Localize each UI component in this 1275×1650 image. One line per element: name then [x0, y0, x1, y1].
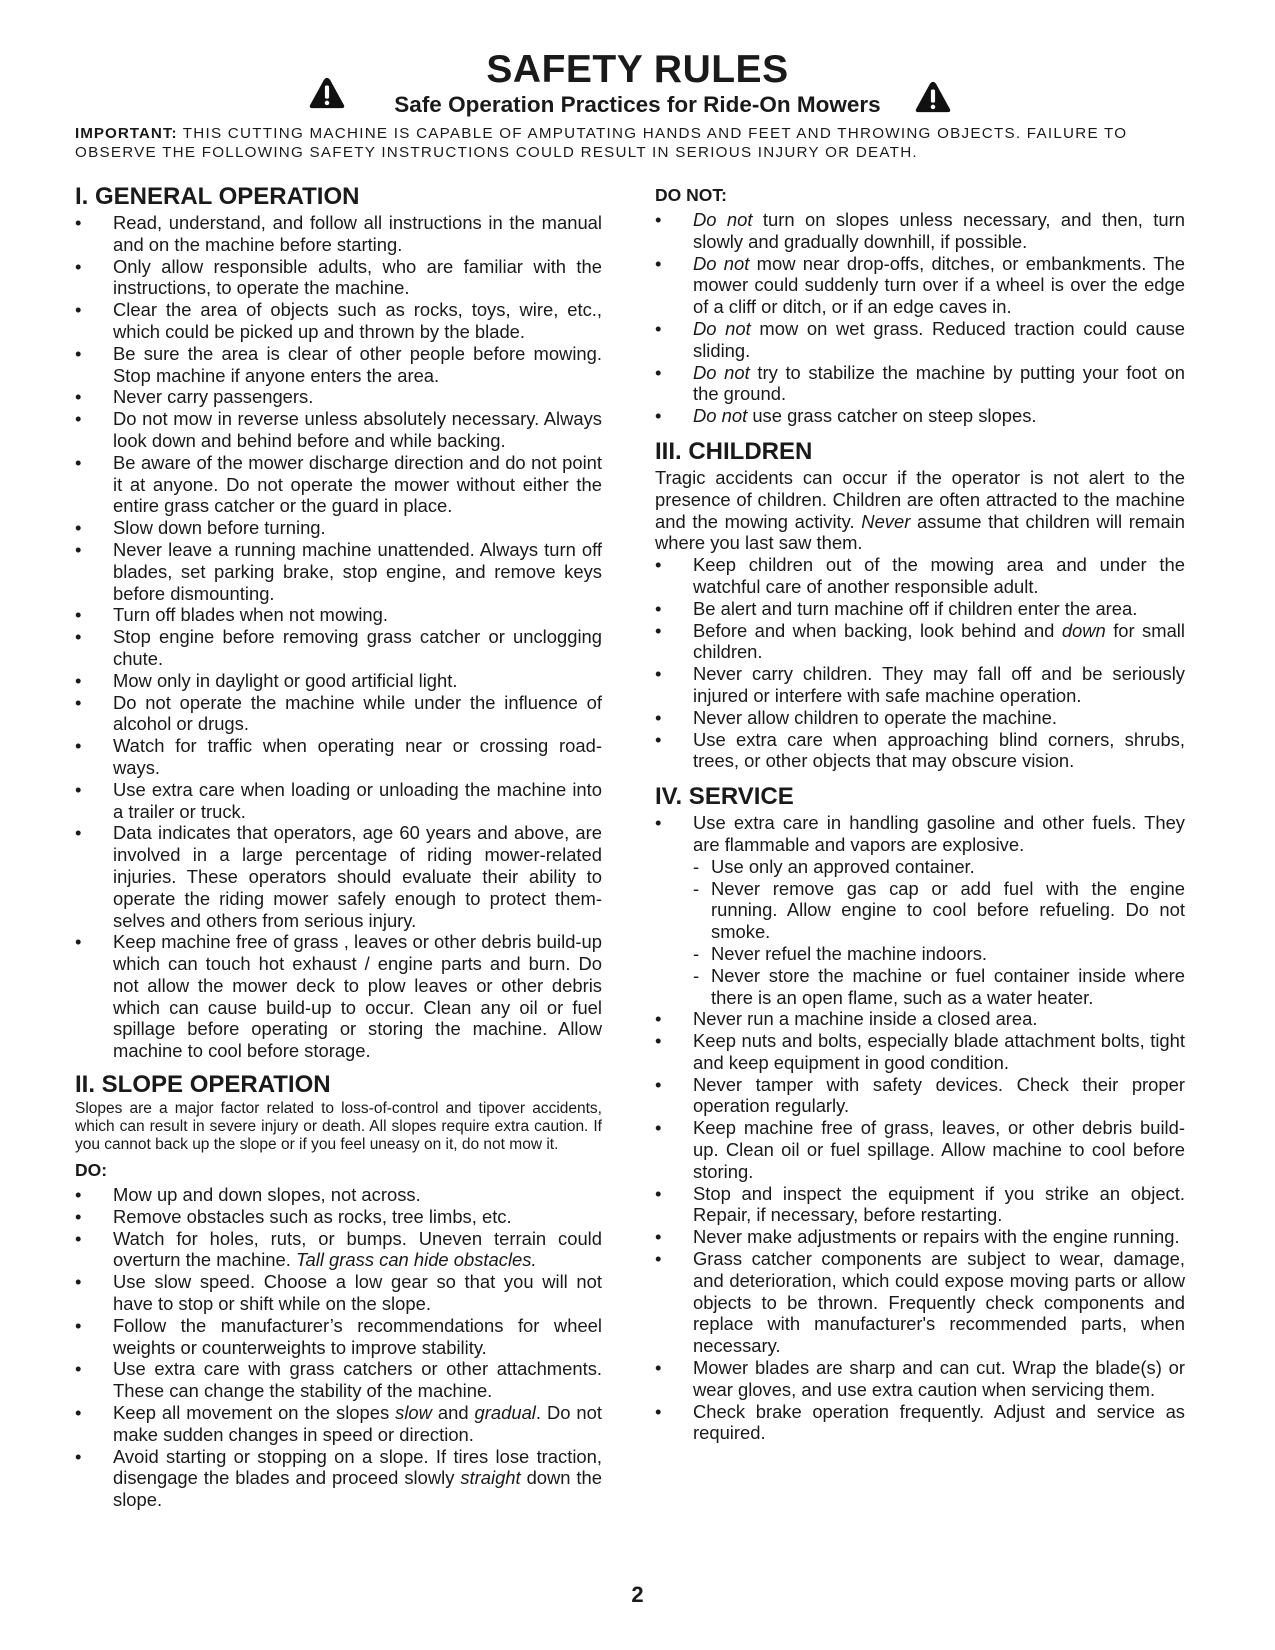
list-item-emphasis: gradual — [474, 1402, 536, 1424]
list-item-text: Watch for holes, ruts, or bumps. Uneven terrain could overturn the machine. — [113, 1227, 602, 1271]
page-subtitle: Safe Operation Practices for Ride-On Mowers — [394, 92, 881, 117]
list-item-text: for small children. — [693, 619, 1185, 663]
list-item: • Be alert and turn machine off if children enter the area. — [655, 598, 1185, 620]
section-heading-children: III. CHILDREN — [655, 437, 813, 465]
list-item-text: Before and when backing, look behind and — [693, 619, 1055, 641]
list-item: • Watch for traffic when operating near or crossing road-ways. — [75, 735, 602, 779]
list-item: • Mower blades are sharp and can cut. Wrap the blade(s) or wear gloves, and use extra caution when servicing them. — [655, 1357, 1185, 1401]
list-item: • Do not mow in reverse unless absolutely necessary. Always look down and behind before and while backing. — [75, 408, 602, 452]
list-item-emphasis: Do not — [693, 405, 748, 427]
left-column — [75, 182, 602, 1511]
list-item: • Never leave a running machine unattended. Always turn off blades, set parking brake, stop engine, and remove keys before dismounting. — [75, 539, 602, 604]
list-item-emphasis: down — [1061, 619, 1106, 641]
list-item-text: mow near drop-offs, ditches, or embankments. The mower could suddenly turn over if a wheel is over the edge of a cliff or ditch, or if an edge caves in. — [693, 252, 1185, 318]
list-item: • Stop engine before removing grass catcher or unclogging chute. — [75, 626, 602, 670]
important-warning — [75, 124, 1185, 162]
list-item: • Slow down before turning. — [75, 517, 602, 539]
list-item: • Be sure the area is clear of other people before mowing. Stop machine if anyone enters the area. — [75, 343, 602, 387]
list-item — [655, 620, 1185, 664]
list-item: • Be aware of the mower discharge direction and do not point it at anyone. Do not operate the mower without either the entire grass catcher or the guard in place. — [75, 452, 602, 517]
list-item: • Keep nuts and bolts, especially blade attachment bolts, tight and keep equipment in good condition. — [655, 1030, 1185, 1074]
children-intro-emphasis: Never — [861, 510, 911, 532]
list-item — [655, 318, 1185, 362]
list-item: • Never allow children to operate the machine. — [655, 707, 1185, 729]
children-intro-text: Tragic accidents can occur if the operator is not alert to the presence of children. Children are often attracted to the machine and the mowing activity. — [655, 466, 1185, 532]
list-item — [75, 1228, 602, 1272]
section-heading-slope: II. SLOPE OPERATION — [75, 1071, 331, 1099]
list-item: • Never run a machine inside a closed area. — [655, 1008, 1185, 1030]
list-item — [655, 362, 1185, 406]
list-item-emphasis: Do not — [693, 209, 753, 230]
list-item-text: use grass catcher on steep slopes. — [752, 405, 1037, 427]
list-item: • Keep children out of the mowing area and under the watchful care of another responsible adult. — [655, 554, 1185, 598]
sub-list-item: - Never store the machine or fuel container inside where there is an open flame, such as a water heater. — [693, 965, 1185, 1009]
general-rules-list — [75, 212, 602, 1062]
list-item-text: try to stabilize the machine by putting your foot on the ground. — [693, 361, 1185, 405]
list-item: • Use extra care with grass catchers or other attachments. These can change the stability of the machine. — [75, 1358, 602, 1402]
service-rules-list — [655, 812, 1185, 1444]
list-item-emphasis: Do not — [693, 317, 751, 339]
list-item — [75, 1446, 602, 1511]
list-item: • Use slow speed. Choose a low gear so that you will not have to stop or shift while on the slope. — [75, 1271, 602, 1315]
children-intro — [655, 467, 1185, 554]
children-intro-text: assume that children will remain where you last saw them. — [655, 510, 1185, 554]
do-label: DO: — [75, 1160, 108, 1181]
list-item — [655, 405, 1185, 427]
page-number: 2 — [631, 1582, 644, 1607]
list-item: • Never carry children. They may fall off and be seriously injured or interfere with safe machine operation. — [655, 663, 1185, 707]
list-item: • Clear the area of objects such as rocks, toys, wire, etc., which could be picked up and thrown by the blade. — [75, 299, 602, 343]
list-item: • Only allow responsible adults, who are familiar with the instructions, to operate the machine. — [75, 256, 602, 300]
section-heading-general: I. GENERAL OPERATION — [75, 183, 360, 210]
list-item: • Use extra care when approaching blind corners, shrubs, trees, or other objects that may obscure vision. — [655, 729, 1185, 773]
list-item — [75, 1402, 602, 1446]
list-item: • Keep machine free of grass , leaves or other debris build-up which can touch hot exhaust / engine parts and burn. Do not allow the mower deck to plow leaves or other debris which can cause build-up to occur. Clean any oil or fuel spillage before operating or storing the machine. Allow machine to cool before storage. — [75, 931, 602, 1062]
list-item-text: Keep all movement on the slopes — [113, 1402, 390, 1424]
list-item-text: . Do not make sudden changes in speed or direction. — [113, 1402, 602, 1445]
list-item — [655, 209, 1185, 253]
fuel-sublist — [693, 856, 1185, 1009]
list-item — [655, 253, 1185, 318]
page-title: SAFETY RULES — [486, 48, 789, 91]
list-item-emphasis: straight — [460, 1467, 521, 1489]
slope-do-not-list — [655, 209, 1185, 427]
list-item: • Turn off blades when not mowing. — [75, 604, 602, 626]
children-rules-list — [655, 554, 1185, 772]
list-item-emphasis: Tall grass can hide obstacles. — [296, 1249, 537, 1271]
list-item-emphasis: Do not — [693, 361, 750, 383]
list-item: • Keep machine free of grass, leaves, or other debris build-up. Clean oil or fuel spillage. Allow machine to cool before storing. — [655, 1117, 1185, 1182]
list-item: • Follow the manufacturer’s recommendations for wheel weights or counterweights to improve stability. — [75, 1315, 602, 1359]
list-item: • Use extra care when loading or unloading the machine into a trailer or truck. — [75, 779, 602, 823]
list-item: • Grass catcher components are subject to wear, damage, and deterioration, which could expose moving parts or allow objects to be thrown. Frequently check components and replace with manufacturer's recommended parts, when necessary. — [655, 1248, 1185, 1357]
important-label: IMPORTANT: — [75, 125, 178, 142]
do-not-label: DO NOT: — [655, 185, 727, 205]
list-item: • Data indicates that operators, age 60 years and above, are involved in a large percentage of riding mower-related injuries. These operators should evaluate their ability to operate the riding mower safely enough to protect them-selves and others from serious injury. — [75, 822, 602, 931]
list-item: • Mow up and down slopes, not across. — [75, 1184, 602, 1206]
list-item-text: Avoid starting or stopping on a slope. If tires lose traction, disengage the blades and proceed slowly — [113, 1445, 602, 1489]
list-item: • Never make adjustments or repairs with the engine running. — [655, 1226, 1185, 1248]
important-text: THIS CUTTING MACHINE IS CAPABLE OF AMPUTATING HANDS AND FEET AND THROWING OBJECTS. FAILURE TO OBSERVE THE FOLLOWING SAFETY INSTRUCTIONS COULD RESULT IN SERIOUS INJURY OR DEATH. — [75, 125, 1128, 161]
list-item-text: and — [437, 1402, 469, 1424]
sub-list-item: - Use only an approved container. — [693, 856, 1185, 878]
list-item: • Read, understand, and follow all instructions in the manual and on the machine before starting. — [75, 212, 602, 256]
list-item: • Check brake operation frequently. Adjust and service as required. — [655, 1401, 1185, 1445]
slope-do-list — [75, 1184, 602, 1511]
list-item-text: mow on wet grass. Reduced traction could cause sliding. — [693, 317, 1186, 361]
list-item-text: Use extra care in handling gasoline and other fuels. They are flammable and vapors are explosive. — [693, 812, 1185, 855]
list-item-text: down the slope. — [113, 1467, 603, 1511]
list-item: • Never carry passengers. — [75, 386, 602, 408]
list-item: • Remove obstacles such as rocks, tree limbs, etc. — [75, 1206, 602, 1228]
right-column — [655, 182, 1185, 1444]
list-item: • Stop and inspect the equipment if you strike an object. Repair, if necessary, before restarting. — [655, 1183, 1185, 1227]
list-item: • Never tamper with safety devices. Check their proper operation regularly. — [655, 1074, 1185, 1118]
list-item-text: turn on slopes unless necessary, and then, turn slowly and gradually downhill, if possible. — [693, 209, 1185, 252]
list-item — [655, 812, 1185, 1008]
list-item-emphasis: Do not — [693, 252, 750, 274]
list-item: • Do not operate the machine while under the influence of alcohol or drugs. — [75, 692, 602, 736]
list-item: • Mow only in daylight or good artificial light. — [75, 670, 602, 692]
section-heading-service: IV. SERVICE — [655, 783, 794, 811]
sub-list-item: - Never refuel the machine indoors. — [693, 943, 1185, 965]
slope-intro: Slopes are a major factor related to loss-of-control and tipover accidents, which can result in severe injury or death. All slopes require extra caution. If you cannot back up the slope or if you feel uneasy on it, do not mow it. — [75, 1100, 602, 1154]
list-item-emphasis: slow — [395, 1402, 432, 1424]
sub-list-item: - Never remove gas cap or add fuel with the engine running. Allow engine to cool before refueling. Do not smoke. — [693, 878, 1185, 943]
